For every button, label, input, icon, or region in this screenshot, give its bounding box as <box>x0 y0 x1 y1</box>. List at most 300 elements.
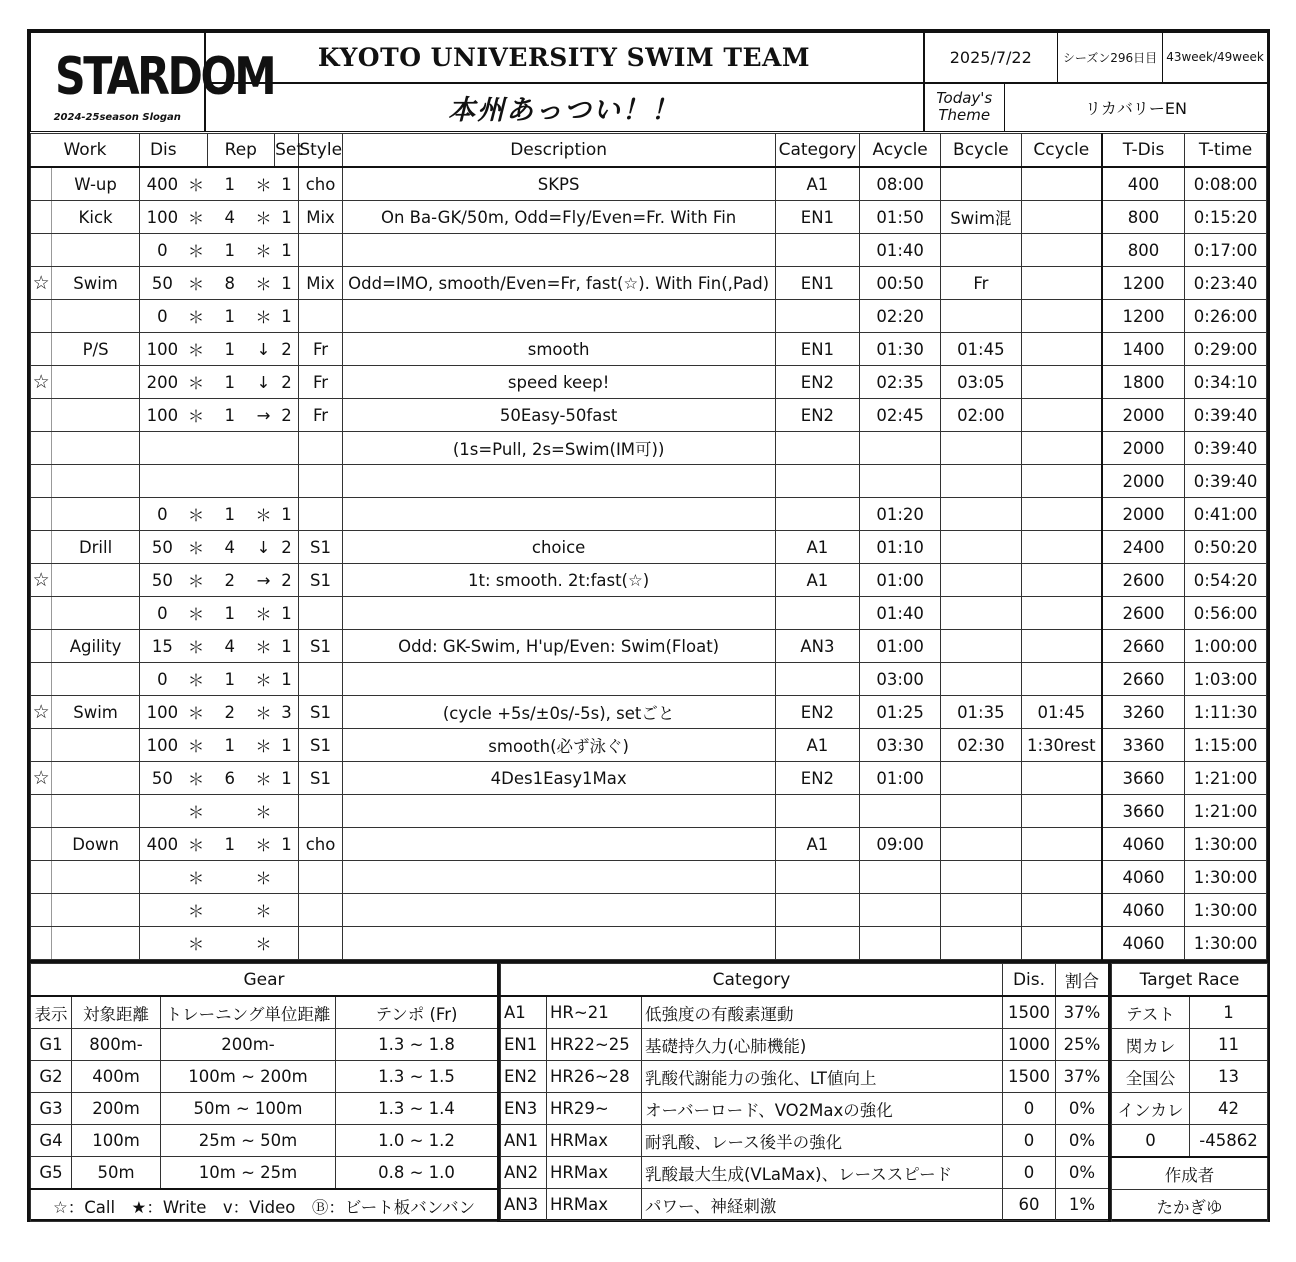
theme-value: リカバリーEN <box>1005 83 1268 132</box>
target-cell: 13 <box>1190 1061 1268 1093</box>
operator-cell: ＊ <box>185 531 207 564</box>
description-cell: smooth(必ず泳ぐ) <box>342 729 775 762</box>
operator-cell: ＊ <box>252 762 274 795</box>
dis-cell <box>139 795 184 828</box>
set-cell: 2 <box>275 531 299 564</box>
ttime-cell: 0:17:00 <box>1185 234 1267 267</box>
dis-cell: 100 <box>139 399 184 432</box>
set-cell <box>275 432 299 465</box>
category-cell <box>775 465 860 498</box>
rep-cell <box>207 795 252 828</box>
set-cell: 1 <box>275 630 299 663</box>
acycle-cell <box>860 465 941 498</box>
work-cell: W-up <box>52 167 140 201</box>
bcycle-cell <box>941 167 1022 201</box>
dis-cell: 50 <box>139 531 184 564</box>
category-cell: EN2 <box>501 1061 547 1093</box>
target-table <box>1111 963 1268 1222</box>
operator-cell: ＊ <box>252 201 274 234</box>
operator-cell: ＊ <box>252 630 274 663</box>
tdis-cell: 2000 <box>1102 465 1185 498</box>
category-cell: AN3 <box>775 630 860 663</box>
bcycle-cell <box>941 762 1022 795</box>
style-cell <box>299 795 342 828</box>
summary-section <box>30 960 1267 1222</box>
ttime-cell: 0:54:20 <box>1185 564 1267 597</box>
operator-cell: → <box>252 399 274 432</box>
acycle-cell: 01:00 <box>860 630 941 663</box>
target-cell: インカレ <box>1112 1093 1190 1125</box>
description-cell <box>342 828 775 861</box>
tdis-cell: 1400 <box>1102 333 1185 366</box>
tdis-cell: 3260 <box>1102 696 1185 729</box>
dis-cell: 0 <box>139 498 184 531</box>
category-row <box>501 1093 1109 1125</box>
operator-cell: ＊ <box>252 300 274 333</box>
acycle-cell: 09:00 <box>860 828 941 861</box>
dis-cell: 15 <box>139 630 184 663</box>
ccycle-cell: 01:45 <box>1021 696 1102 729</box>
operator-cell: ＊ <box>252 597 274 630</box>
category-cell: オーバーロード、VO2Maxの強化 <box>642 1093 1003 1125</box>
gear-col-header: 表示 <box>31 996 72 1029</box>
tdis-cell: 2400 <box>1102 531 1185 564</box>
operator-cell: ＊ <box>185 729 207 762</box>
target-row <box>1112 1125 1268 1158</box>
work-cell <box>52 795 140 828</box>
set-cell: 1 <box>275 167 299 201</box>
set-cell <box>275 465 299 498</box>
ttime-cell: 0:34:10 <box>1185 366 1267 399</box>
target-box <box>1111 963 1267 1222</box>
work-cell <box>52 432 140 465</box>
set-cell: 1 <box>275 762 299 795</box>
operator-cell: ＊ <box>185 597 207 630</box>
acycle-cell: 01:10 <box>860 531 941 564</box>
rep-cell: 1 <box>207 333 252 366</box>
dis-cell <box>139 894 184 927</box>
style-cell: Fr <box>299 366 342 399</box>
category-row <box>501 1157 1109 1189</box>
menu-row <box>31 399 1267 432</box>
category-cell: 低強度の有酸素運動 <box>642 996 1003 1029</box>
category-row <box>501 1061 1109 1093</box>
work-cell <box>52 762 140 795</box>
work-cell <box>52 498 140 531</box>
category-cell: EN2 <box>775 762 860 795</box>
ccycle-cell <box>1021 861 1102 894</box>
star-cell <box>31 597 52 630</box>
description-cell: smooth <box>342 333 775 366</box>
work-cell <box>52 366 140 399</box>
theme-label-cell <box>924 83 1005 132</box>
ccycle-cell <box>1021 795 1102 828</box>
operator-cell: ↓ <box>252 366 274 399</box>
dis-cell: 200 <box>139 366 184 399</box>
operator-cell: ＊ <box>252 663 274 696</box>
ccycle-cell <box>1021 267 1102 300</box>
target-title: Target Race <box>1112 964 1268 997</box>
bcycle-cell <box>941 300 1022 333</box>
category-cell: A1 <box>775 564 860 597</box>
operator-cell: ＊ <box>185 234 207 267</box>
gear-cell: 1.3 ~ 1.8 <box>336 1029 498 1061</box>
rep-cell: 4 <box>207 630 252 663</box>
star-cell <box>31 465 52 498</box>
set-cell: 3 <box>275 696 299 729</box>
set-cell: 2 <box>275 399 299 432</box>
set-cell: 1 <box>275 828 299 861</box>
operator-cell: ＊ <box>252 267 274 300</box>
acycle-cell <box>860 861 941 894</box>
description-cell <box>342 795 775 828</box>
operator-cell: ＊ <box>185 762 207 795</box>
operator-cell: ＊ <box>185 498 207 531</box>
rep-cell: 2 <box>207 564 252 597</box>
style-cell: Fr <box>299 333 342 366</box>
rep-cell: 1 <box>207 498 252 531</box>
category-cell: HRMax <box>547 1125 642 1157</box>
ttime-cell: 0:56:00 <box>1185 597 1267 630</box>
category-cell: 1% <box>1056 1189 1109 1221</box>
gear-cell: G3 <box>31 1093 72 1125</box>
operator-cell: ＊ <box>185 828 207 861</box>
set-cell: 2 <box>275 366 299 399</box>
rep-cell: 1 <box>207 663 252 696</box>
work-cell <box>52 564 140 597</box>
col-header-bcycle: Bcycle <box>941 134 1022 168</box>
menu-row <box>31 729 1267 762</box>
star-cell: ☆ <box>31 762 52 795</box>
tdis-cell: 1200 <box>1102 267 1185 300</box>
work-cell <box>52 729 140 762</box>
style-cell: cho <box>299 167 342 201</box>
gear-cell: G5 <box>31 1157 72 1190</box>
menu-row <box>31 201 1267 234</box>
gear-row <box>31 1029 498 1061</box>
tdis-cell: 1200 <box>1102 300 1185 333</box>
description-cell: (cycle +5s/±0s/-5s), setごと <box>342 696 775 729</box>
menu-row <box>31 167 1267 201</box>
star-cell <box>31 399 52 432</box>
category-cell: 1500 <box>1003 996 1056 1029</box>
style-cell: Fr <box>299 399 342 432</box>
acycle-cell: 02:35 <box>860 366 941 399</box>
ttime-cell: 1:21:00 <box>1185 762 1267 795</box>
acycle-cell: 01:00 <box>860 564 941 597</box>
set-cell <box>275 927 299 960</box>
tdis-cell: 3660 <box>1102 795 1185 828</box>
gear-table <box>30 963 498 1222</box>
ccycle-cell <box>1021 465 1102 498</box>
dis-cell: 100 <box>139 201 184 234</box>
gear-cell: 50m <box>72 1157 161 1190</box>
ttime-cell: 1:15:00 <box>1185 729 1267 762</box>
bcycle-cell <box>941 663 1022 696</box>
bcycle-cell <box>941 465 1022 498</box>
rep-cell: 8 <box>207 267 252 300</box>
bcycle-cell: 01:45 <box>941 333 1022 366</box>
category-cell: 0 <box>1003 1125 1056 1157</box>
star-cell: ☆ <box>31 564 52 597</box>
category-cell: 耐乳酸、レース後半の強化 <box>642 1125 1003 1157</box>
ccycle-cell: 1:30rest <box>1021 729 1102 762</box>
bcycle-cell: Swim混 <box>941 201 1022 234</box>
acycle-cell: 01:25 <box>860 696 941 729</box>
bcycle-cell <box>941 795 1022 828</box>
operator-cell: ＊ <box>185 333 207 366</box>
operator-cell <box>185 465 207 498</box>
style-cell: Mix <box>299 201 342 234</box>
menu-row <box>31 465 1267 498</box>
ttime-cell: 0:15:20 <box>1185 201 1267 234</box>
operator-cell: ↓ <box>252 531 274 564</box>
rep-cell: 1 <box>207 234 252 267</box>
rep-cell: 1 <box>207 729 252 762</box>
category-cell: AN2 <box>501 1157 547 1189</box>
tdis-cell: 4060 <box>1102 894 1185 927</box>
dis-cell: 100 <box>139 696 184 729</box>
category-cell: HR~21 <box>547 996 642 1029</box>
work-cell <box>52 234 140 267</box>
bcycle-cell: 02:30 <box>941 729 1022 762</box>
acycle-cell <box>860 432 941 465</box>
tdis-cell: 4060 <box>1102 927 1185 960</box>
week-count: 43week/49week <box>1163 33 1268 83</box>
set-cell: 1 <box>275 663 299 696</box>
gear-cell: 400m <box>72 1061 161 1093</box>
tdis-cell: 800 <box>1102 201 1185 234</box>
acycle-cell: 01:50 <box>860 201 941 234</box>
operator-cell: ＊ <box>252 729 274 762</box>
acycle-cell <box>860 927 941 960</box>
set-cell <box>275 861 299 894</box>
category-cell: AN3 <box>501 1189 547 1221</box>
ttime-cell: 1:30:00 <box>1185 828 1267 861</box>
acycle-cell: 01:40 <box>860 597 941 630</box>
menu-row <box>31 828 1267 861</box>
style-cell <box>299 927 342 960</box>
work-cell <box>52 597 140 630</box>
category-cell <box>775 498 860 531</box>
operator-cell: ＊ <box>185 696 207 729</box>
category-cell: 60 <box>1003 1189 1056 1221</box>
style-cell <box>299 861 342 894</box>
acycle-cell: 01:20 <box>860 498 941 531</box>
style-cell: S1 <box>299 531 342 564</box>
target-cell: テスト <box>1112 996 1190 1029</box>
tdis-cell: 4060 <box>1102 861 1185 894</box>
rep-cell: 6 <box>207 762 252 795</box>
star-cell: ☆ <box>31 366 52 399</box>
dis-cell: 0 <box>139 663 184 696</box>
acycle-cell: 01:40 <box>860 234 941 267</box>
rep-cell: 1 <box>207 399 252 432</box>
category-cell: 37% <box>1056 996 1109 1029</box>
menu-row <box>31 927 1267 960</box>
category-cell: EN1 <box>501 1029 547 1061</box>
star-cell: ☆ <box>31 267 52 300</box>
description-cell <box>342 498 775 531</box>
menu-row <box>31 300 1267 333</box>
ccycle-cell <box>1021 663 1102 696</box>
category-cell: EN3 <box>501 1093 547 1125</box>
work-cell <box>52 465 140 498</box>
category-cell <box>775 861 860 894</box>
tdis-cell: 4060 <box>1102 828 1185 861</box>
work-cell: Kick <box>52 201 140 234</box>
rep-cell: 1 <box>207 828 252 861</box>
category-cell: HR29~ <box>547 1093 642 1125</box>
acycle-cell: 08:00 <box>860 167 941 201</box>
ttime-cell: 0:41:00 <box>1185 498 1267 531</box>
gear-col-header: テンポ (Fr) <box>336 996 498 1029</box>
bcycle-cell <box>941 531 1022 564</box>
category-cell: 0% <box>1056 1093 1109 1125</box>
gear-col-header: 対象距離 <box>72 996 161 1029</box>
category-cell: A1 <box>501 996 547 1029</box>
acycle-cell: 03:00 <box>860 663 941 696</box>
target-row <box>1112 1093 1268 1125</box>
category-table <box>500 963 1109 1221</box>
menu-row <box>31 564 1267 597</box>
description-cell <box>342 663 775 696</box>
description-cell: 50Easy-50fast <box>342 399 775 432</box>
category-cell: A1 <box>775 167 860 201</box>
operator-cell <box>185 432 207 465</box>
ccycle-cell <box>1021 399 1102 432</box>
col-header-rep: Rep <box>207 134 275 168</box>
acycle-cell: 02:45 <box>860 399 941 432</box>
gear-cell: 200m- <box>161 1029 336 1061</box>
ccycle-cell <box>1021 828 1102 861</box>
tdis-cell: 800 <box>1102 234 1185 267</box>
description-cell <box>342 927 775 960</box>
menu-row <box>31 366 1267 399</box>
season-day: シーズン296日目 <box>1058 33 1163 83</box>
theme-title-cell <box>205 83 924 132</box>
work-cell <box>52 894 140 927</box>
rep-cell: 2 <box>207 696 252 729</box>
target-row <box>1112 1029 1268 1061</box>
set-cell <box>275 795 299 828</box>
work-cell <box>52 927 140 960</box>
star-cell <box>31 333 52 366</box>
category-cell: パワー、神経刺激 <box>642 1189 1003 1221</box>
star-cell <box>31 531 52 564</box>
description-cell <box>342 861 775 894</box>
bcycle-cell: 02:00 <box>941 399 1022 432</box>
category-cell: A1 <box>775 531 860 564</box>
target-cell: -45862 <box>1190 1125 1268 1158</box>
description-cell: On Ba-GK/50m, Odd=Fly/Even=Fr. With Fin <box>342 201 775 234</box>
category-cell: AN1 <box>501 1125 547 1157</box>
category-ratio-header: 割合 <box>1056 964 1109 997</box>
category-row <box>501 1189 1109 1221</box>
operator-cell: ＊ <box>252 927 274 960</box>
dis-cell: 50 <box>139 267 184 300</box>
dis-cell: 400 <box>139 828 184 861</box>
description-cell <box>342 465 775 498</box>
gear-cell: 1.3 ~ 1.4 <box>336 1093 498 1125</box>
ttime-cell: 0:39:40 <box>1185 399 1267 432</box>
work-cell: P/S <box>52 333 140 366</box>
set-cell: 1 <box>275 597 299 630</box>
practice-sheet <box>27 29 1270 1222</box>
category-cell: A1 <box>775 729 860 762</box>
operator-cell: ＊ <box>185 795 207 828</box>
rep-cell <box>207 861 252 894</box>
stardom-logo: STARDOM <box>55 46 275 107</box>
category-cell <box>775 927 860 960</box>
category-cell: HRMax <box>547 1189 642 1221</box>
operator-cell: ＊ <box>185 861 207 894</box>
style-cell: S1 <box>299 729 342 762</box>
operator-cell: ↓ <box>252 333 274 366</box>
tdis-cell: 400 <box>1102 167 1185 201</box>
set-cell <box>275 894 299 927</box>
tdis-cell: 2600 <box>1102 597 1185 630</box>
ccycle-cell <box>1021 333 1102 366</box>
ccycle-cell <box>1021 894 1102 927</box>
ttime-cell: 0:39:40 <box>1185 432 1267 465</box>
ccycle-cell <box>1021 564 1102 597</box>
operator-cell: ＊ <box>252 498 274 531</box>
target-cell: 関カレ <box>1112 1029 1190 1061</box>
star-cell <box>31 927 52 960</box>
rep-cell: 4 <box>207 531 252 564</box>
operator-cell: ＊ <box>185 399 207 432</box>
gear-cell: 10m ~ 25m <box>161 1157 336 1190</box>
category-cell: 乳酸最大生成(VLaMax)、レーススピード <box>642 1157 1003 1189</box>
operator-cell: ＊ <box>252 234 274 267</box>
category-cell: 0 <box>1003 1157 1056 1189</box>
ttime-cell: 1:00:00 <box>1185 630 1267 663</box>
tdis-cell: 2000 <box>1102 399 1185 432</box>
col-header-category: Category <box>775 134 860 168</box>
operator-cell: → <box>252 564 274 597</box>
star-cell <box>31 663 52 696</box>
operator-cell: ＊ <box>252 861 274 894</box>
menu-row <box>31 597 1267 630</box>
work-cell: Agility <box>52 630 140 663</box>
style-cell <box>299 465 342 498</box>
acycle-cell: 02:20 <box>860 300 941 333</box>
set-cell: 1 <box>275 300 299 333</box>
star-cell <box>31 630 52 663</box>
category-cell <box>775 597 860 630</box>
col-header-ttime: T-time <box>1185 134 1267 168</box>
work-cell: Drill <box>52 531 140 564</box>
date: 2025/7/22 <box>924 33 1058 83</box>
col-header-style: Style <box>299 134 342 168</box>
bcycle-cell <box>941 234 1022 267</box>
gear-row <box>31 1125 498 1157</box>
operator-cell: ＊ <box>185 663 207 696</box>
menu-row <box>31 795 1267 828</box>
menu-row <box>31 432 1267 465</box>
operator-cell: ＊ <box>185 366 207 399</box>
operator-cell: ＊ <box>185 630 207 663</box>
tdis-cell: 2660 <box>1102 630 1185 663</box>
set-cell: 1 <box>275 234 299 267</box>
col-header-acycle: Acycle <box>860 134 941 168</box>
ccycle-cell <box>1021 432 1102 465</box>
operator-cell: ＊ <box>185 167 207 201</box>
description-cell: 4Des1Easy1Max <box>342 762 775 795</box>
ttime-cell: 1:30:00 <box>1185 861 1267 894</box>
dis-cell: 100 <box>139 729 184 762</box>
